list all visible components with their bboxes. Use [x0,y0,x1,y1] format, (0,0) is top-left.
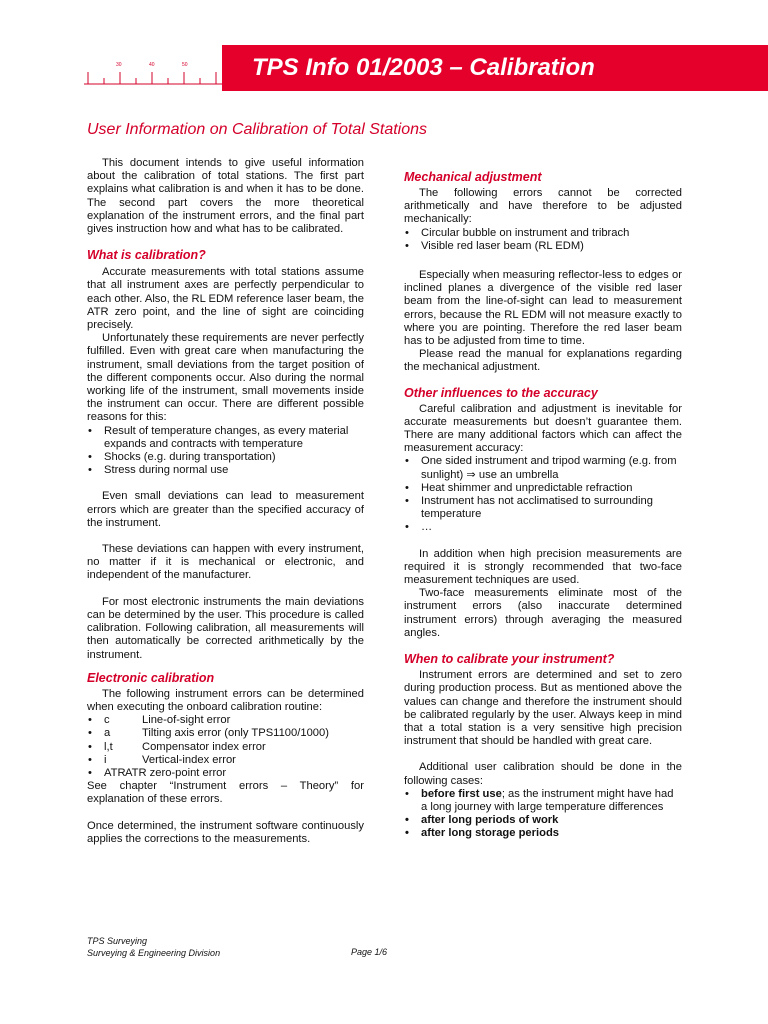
footer-line-2: Surveying & Engineering Division [87,948,221,958]
heading-electronic-calibration: Electronic calibration [87,670,215,685]
intro-paragraph: This document intends to give useful information about the calibration of total stations. The first part explains what calibration is and when it has to be done. The second part covers the more theoretical explanation of the instrument errors, and the final part gives instruction how and what has to be calibrated. [87,157,364,236]
left-column [87,157,364,846]
instrument-errors-list [87,714,364,780]
especially-paragraph: Especially when measuring reflector-less to edges or inclined planes a divergence of the visible red laser beam from the line-of-sight can lead to measurement errors, because the RL EDM will not measure exactly to where you are pointing. Therefore the red laser beam has to be adjusted from time to time. [404,269,682,348]
list-item: • … [404,521,682,534]
see-chapter-paragraph: See chapter “Instrument errors – Theory” for explanation of these errors. [87,780,364,806]
list-item: • Circular bubble on instrument and tribrach [404,227,682,240]
once-determined-paragraph: Once determined, the instrument software continuously applies the corrections to the measurements. [87,819,364,845]
mechanical-paragraph: The following errors cannot be corrected arithmetically and have therefore to be adjusted mechanically: [404,187,682,226]
please-read-paragraph: Please read the manual for explanations regarding the mechanical adjustment. [404,348,682,374]
other-influences-list [404,455,682,534]
page-number: Page 1/6 [351,947,388,957]
list-item: • Heat shimmer and unpredictable refraction [404,482,682,495]
error-desc: Tilting axis error (only TPS1100/1000) [142,727,329,740]
what-paragraph-1: Accurate measurements with total stations assume that all instrument axes are perfectly perpendicular to each other. Also, the RL EDM reference laser beam, the ATR zero point, and the line of sight are coinciding precisely. [87,266,364,332]
list-item [87,727,364,740]
calibration-cases-list [404,788,682,841]
header-banner [222,45,768,91]
what-paragraph-2: Unfortunately these requirements are never perfectly fulfilled. Even with great care when manufacturing the instrument, small deviations from the target position of the different components occur. Also during the normal working life of the instrument, small movements inside the instrument can occur. There are different possible reasons for this: [87,332,364,424]
error-desc: Compensator index error [142,740,266,753]
list-item [87,754,364,767]
reasons-list [87,425,364,478]
list-item: • Result of temperature changes, as every material expands and contracts with temperature [87,425,364,451]
when-paragraph: Instrument errors are determined and set to zero during production process. But as mentioned above the values can change and therefore the instrument should be calibrated regularly by the user. Always keep in mind that a total station is a very sensitive high precision instrument that should be handled with great care. [404,669,682,748]
error-desc: Vertical-index error [142,753,236,766]
electronic-instruments-paragraph: For most electronic instruments the main deviations can be determined by the user. This procedure is called calibration. Following calibration, all measurements will then automatically be corrected arithmetically by the instrument. [87,595,364,661]
mechanical-list [404,227,682,253]
heading-other-influences: Other influences to the accuracy [404,385,598,400]
list-item: • Visible red laser beam (RL EDM) [404,240,682,253]
error-code: i [104,753,107,766]
list-item [87,714,364,727]
document-title: TPS Info 01/2003 – Calibration [252,54,595,81]
footer [87,935,220,959]
list-item: • One sided instrument and tripod warming (e.g. from sunlight) ⇒ use an umbrella [404,455,682,481]
heading-when-to-calibrate: When to calibrate your instrument? [404,652,615,667]
right-column [404,170,682,841]
two-face-paragraph: Two-face measurements eliminate most of the instrument errors (also inaccurate determined instrument errors) through averaging the measured angles. [404,587,682,639]
ruler-label-30: 30 [116,62,122,68]
list-item: • Shocks (e.g. during transportation) [87,451,364,464]
additional-calibration-paragraph: Additional user calibration should be done in the following cases: [404,761,682,787]
other-paragraph: Careful calibration and adjustment is inevitable for accurate measurements but doesn’t guarantee them. There are many additional factors which can affect the measurement accuracy: [404,402,682,455]
list-item [87,741,364,754]
ruler-label-40: 40 [149,62,155,68]
error-code: a [104,727,111,740]
main-title: User Information on Calibration of Total Stations [87,121,428,138]
every-instrument-paragraph: These deviations can happen with every instrument, no matter if it is mechanical or electronic, and independent of the manufacturer. [87,543,364,582]
ruler-label-50: 50 [182,62,188,68]
list-item: • after long periods of work [404,814,682,827]
error-code: l,t [104,740,113,753]
small-deviations-paragraph: Even small deviations can lead to measurement errors which are greater than the specified accuracy of the instrument. [87,490,364,529]
ruler-labels [116,62,188,68]
electronic-paragraph: The following instrument errors can be determined when executing the onboard calibration routine: [87,687,364,713]
list-item [87,767,364,780]
heading-what-is-calibration: What is calibration? [87,248,206,263]
first-use-rest: ; as the instrument might have had a long journey with large temperature differences [421,787,674,813]
error-code: ATR [104,766,126,779]
error-desc: ATR zero-point error [125,766,227,779]
first-use-bold: before first use [421,787,502,800]
heading-mechanical-adjustment: Mechanical adjustment [404,170,542,184]
ruler-graphic [84,60,222,86]
footer-line-1: TPS Surveying [87,936,148,946]
list-item: • Instrument has not acclimatised to surrounding temperature [404,495,682,521]
list-item: • Stress during normal use [87,464,364,477]
list-item [404,788,682,814]
list-item: • after long storage periods [404,827,682,840]
two-face-recommendation-paragraph: In addition when high precision measurements are required it is strongly recommended that two-face measurement techniques are used. [404,547,682,587]
error-code: c [104,714,110,727]
error-desc: Line-of-sight error [142,714,231,727]
ruler-ticks [84,72,222,84]
